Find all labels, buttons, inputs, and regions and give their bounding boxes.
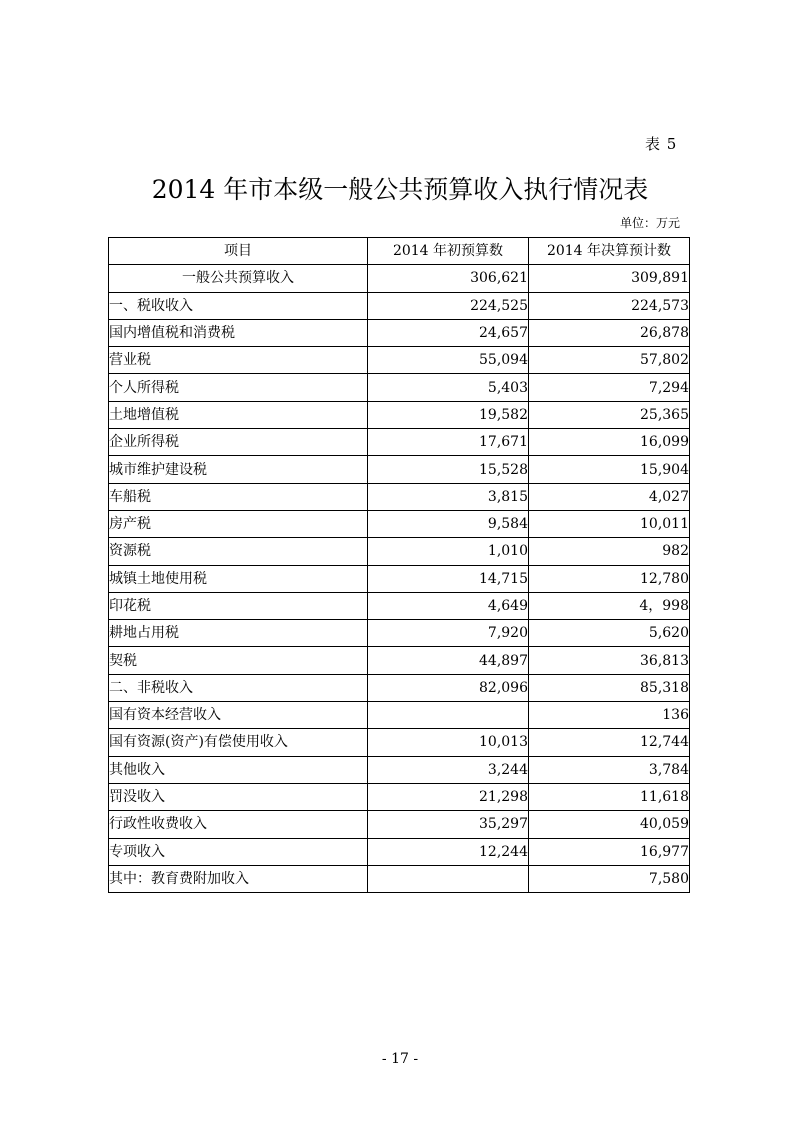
row-budget: 17,671 xyxy=(368,429,529,456)
row-budget: 306,621 xyxy=(368,265,529,292)
row-budget: 44,897 xyxy=(368,647,529,674)
row-item: 契税 xyxy=(109,647,368,674)
row-budget: 35,297 xyxy=(368,811,529,838)
header-row xyxy=(109,238,690,265)
row-budget: 5,403 xyxy=(368,374,529,401)
header-budget: 2014 年初预算数 xyxy=(368,238,529,265)
row-actual: 4，998 xyxy=(529,592,690,619)
row-item: 城市维护建设税 xyxy=(109,456,368,483)
row-actual: 224,573 xyxy=(529,292,690,319)
row-budget: 224,525 xyxy=(368,292,529,319)
row-budget: 55,094 xyxy=(368,347,529,374)
row-budget: 14,715 xyxy=(368,565,529,592)
row-actual: 10,011 xyxy=(529,510,690,537)
row-item: 国有资源(资产)有偿使用收入 xyxy=(109,729,368,756)
row-actual: 5,620 xyxy=(529,620,690,647)
row-actual: 40,059 xyxy=(529,811,690,838)
table-row xyxy=(109,702,690,729)
row-actual: 7,294 xyxy=(529,374,690,401)
table-row xyxy=(109,811,690,838)
row-item: 个人所得税 xyxy=(109,374,368,401)
unit-label: 单位：万元 xyxy=(620,216,681,230)
row-actual: 12,744 xyxy=(529,729,690,756)
row-actual: 12,780 xyxy=(529,565,690,592)
row-item: 印花税 xyxy=(109,592,368,619)
table-row xyxy=(109,783,690,810)
table-row xyxy=(109,456,690,483)
row-budget: 15,528 xyxy=(368,456,529,483)
row-actual: 26,878 xyxy=(529,319,690,346)
table-number: 表 5 xyxy=(645,135,678,153)
row-actual: 136 xyxy=(529,702,690,729)
table-row xyxy=(109,347,690,374)
table-row xyxy=(109,429,690,456)
row-item: 一、税收收入 xyxy=(109,292,368,319)
table-row xyxy=(109,292,690,319)
row-budget: 9,584 xyxy=(368,510,529,537)
row-actual: 57,802 xyxy=(529,347,690,374)
row-item: 二、非税收入 xyxy=(109,674,368,701)
header-item: 项目 xyxy=(109,238,368,265)
table-row xyxy=(109,647,690,674)
header-actual: 2014 年决算预计数 xyxy=(529,238,690,265)
table-row xyxy=(109,729,690,756)
table-row xyxy=(109,565,690,592)
row-item: 土地增值税 xyxy=(109,401,368,428)
row-actual: 4,027 xyxy=(529,483,690,510)
row-actual: 16,099 xyxy=(529,429,690,456)
table-row xyxy=(109,319,690,346)
row-item: 城镇土地使用税 xyxy=(109,565,368,592)
row-budget: 19,582 xyxy=(368,401,529,428)
table-row xyxy=(109,401,690,428)
row-item: 罚没收入 xyxy=(109,783,368,810)
row-item: 营业税 xyxy=(109,347,368,374)
table-row xyxy=(109,756,690,783)
table-row xyxy=(109,510,690,537)
page-title: 2014 年市本级一般公共预算收入执行情况表 xyxy=(151,175,649,204)
row-item: 一般公共预算收入 xyxy=(109,265,368,292)
row-budget xyxy=(368,702,529,729)
row-budget: 82,096 xyxy=(368,674,529,701)
row-actual: 982 xyxy=(529,538,690,565)
table-row xyxy=(109,265,690,292)
row-budget: 4,649 xyxy=(368,592,529,619)
row-actual: 16,977 xyxy=(529,838,690,865)
row-item: 国有资本经营收入 xyxy=(109,702,368,729)
table-row xyxy=(109,538,690,565)
row-actual: 7,580 xyxy=(529,865,690,892)
table-row xyxy=(109,838,690,865)
row-item: 专项收入 xyxy=(109,838,368,865)
row-actual: 36,813 xyxy=(529,647,690,674)
row-budget: 3,815 xyxy=(368,483,529,510)
row-budget: 1,010 xyxy=(368,538,529,565)
table-row xyxy=(109,374,690,401)
row-budget: 21,298 xyxy=(368,783,529,810)
row-actual: 3,784 xyxy=(529,756,690,783)
row-actual: 85,318 xyxy=(529,674,690,701)
row-item: 房产税 xyxy=(109,510,368,537)
row-budget xyxy=(368,865,529,892)
row-budget: 10,013 xyxy=(368,729,529,756)
row-budget: 7,920 xyxy=(368,620,529,647)
table-row xyxy=(109,674,690,701)
page-number: - 17 - xyxy=(381,1051,419,1067)
table-row xyxy=(109,592,690,619)
row-item: 车船税 xyxy=(109,483,368,510)
row-budget: 12,244 xyxy=(368,838,529,865)
row-item: 国内增值税和消费税 xyxy=(109,319,368,346)
row-budget: 24,657 xyxy=(368,319,529,346)
row-budget: 3,244 xyxy=(368,756,529,783)
row-actual: 11,618 xyxy=(529,783,690,810)
row-item: 资源税 xyxy=(109,538,368,565)
row-item: 行政性收费收入 xyxy=(109,811,368,838)
table-row xyxy=(109,865,690,892)
budget-table xyxy=(108,237,690,893)
row-item: 其他收入 xyxy=(109,756,368,783)
row-actual: 25,365 xyxy=(529,401,690,428)
row-actual: 309,891 xyxy=(529,265,690,292)
row-actual: 15,904 xyxy=(529,456,690,483)
table-row xyxy=(109,483,690,510)
row-item: 耕地占用税 xyxy=(109,620,368,647)
row-item: 其中：教育费附加收入 xyxy=(109,865,368,892)
row-item: 企业所得税 xyxy=(109,429,368,456)
table-row xyxy=(109,620,690,647)
